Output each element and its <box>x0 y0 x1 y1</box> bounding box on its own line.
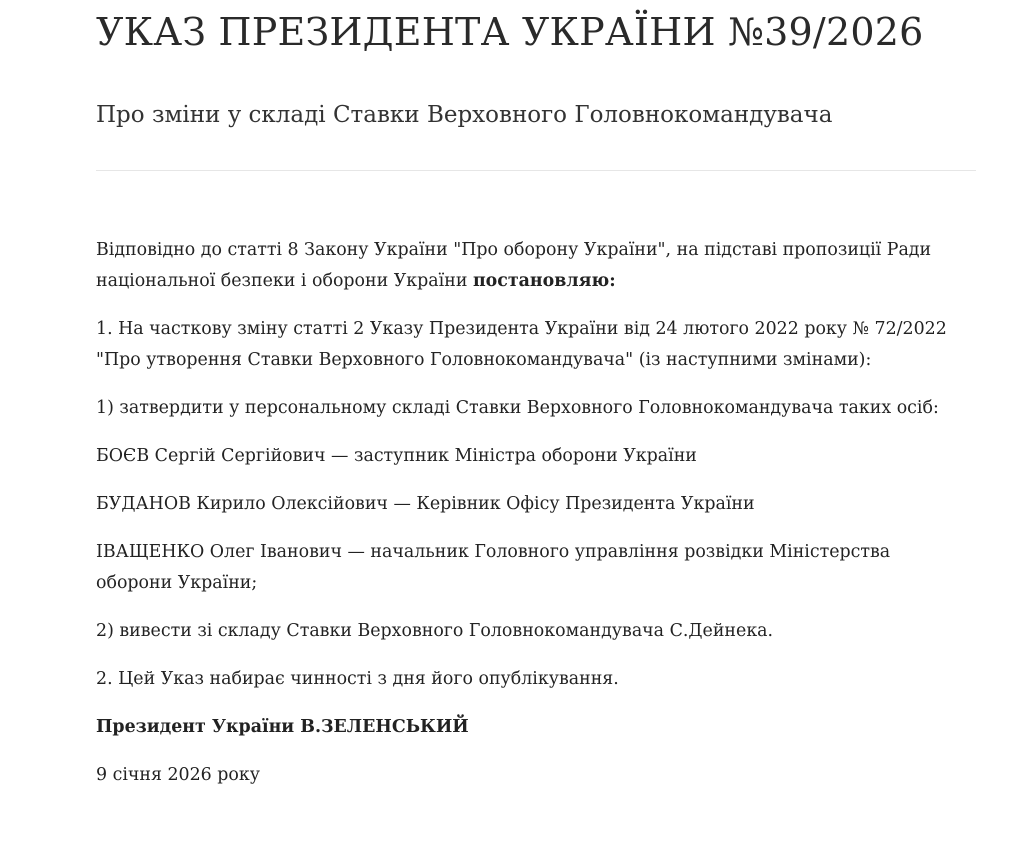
preamble-bold: постановляю: <box>472 271 616 291</box>
item-2-paragraph: 2) вивести зі складу Ставки Верховного Головнокомандувача С.Дейнека. <box>96 621 774 641</box>
person-boev: БОЄВ Сергій Сергійович — заступник Міністра оборони України <box>96 446 697 466</box>
page-title: УКАЗ ПРЕЗИДЕНТА УКРАЇНИ №39/2026 <box>96 10 924 54</box>
preamble-text: Відповідно до статті 8 Закону України "Про оборону України", на підставі пропозиції Ради національної безпеки і оборони України <box>96 240 932 291</box>
title-divider <box>96 170 976 171</box>
article-2-paragraph: 2. Цей Указ набирає чинності з дня його опублікування. <box>96 669 619 689</box>
signature: Президент України В.ЗЕЛЕНСЬКИЙ <box>96 717 469 737</box>
article-1-paragraph: 1. На часткову зміну статті 2 Указу Президента України від 24 лютого 2022 року № 72/2022 "Про утворення Ставки Верховного Головнокомандувача" (із наступними змінами): <box>96 319 947 370</box>
item-1-paragraph: 1) затвердити у персональному складі Ставки Верховного Головнокомандувача таких осіб: <box>96 398 939 418</box>
page-subtitle: Про зміни у складі Ставки Верховного Головнокомандувача <box>96 102 833 128</box>
decree-date: 9 січня 2026 року <box>96 765 260 785</box>
preamble-paragraph <box>96 235 966 297</box>
person-ivashchenko: ІВАЩЕНКО Олег Іванович — начальник Головного управління розвідки Міністерства оборони України; <box>96 542 891 593</box>
person-budanov: БУДАНОВ Кирило Олексійович — Керівник Офісу Президента України <box>96 494 755 514</box>
decree-body <box>96 235 966 808</box>
